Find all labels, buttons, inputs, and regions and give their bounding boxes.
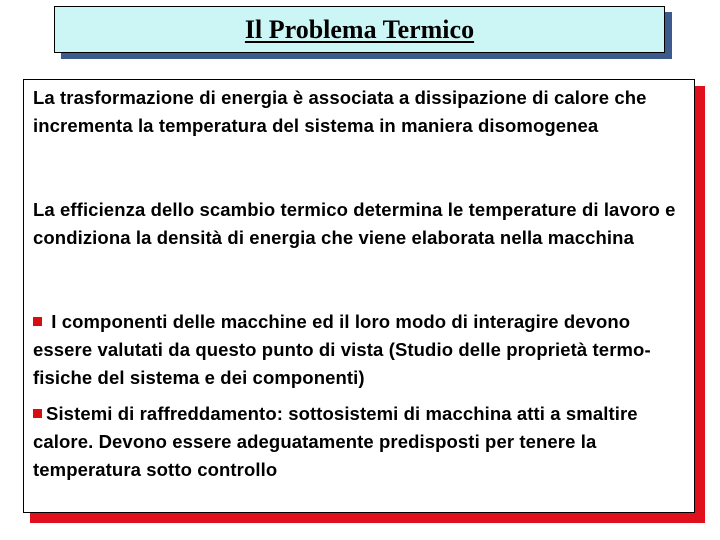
bullet-item-2-text: Sistemi di raffreddamento: sottosistemi di macchina atti a smaltire calore. Devono essere adeguatamente predisposti per tenere la temperatura sotto controllo (33, 403, 638, 480)
paragraph-2: La efficienza dello scambio termico determina le temperature di lavoro e condiziona la densità di energia che viene elaborata nella macchina (33, 199, 676, 248)
bullet-item-1-text: I componenti delle macchine ed il loro modo di interagire devono essere valutati da questo punto di vista (Studio delle proprietà termo-fisiche del sistema e dei componenti) (33, 311, 651, 388)
square-bullet-icon (33, 317, 42, 326)
slide-title: Il Problema Termico (244, 14, 475, 44)
bullet-item-1 (33, 308, 693, 392)
bullet-item-2 (33, 400, 693, 484)
paragraph-1: La trasformazione di energia è associata a dissipazione di calore che incrementa la temperatura del sistema in maniera disomogenea (33, 87, 647, 136)
square-bullet-icon (33, 409, 42, 418)
title-box (54, 6, 665, 53)
